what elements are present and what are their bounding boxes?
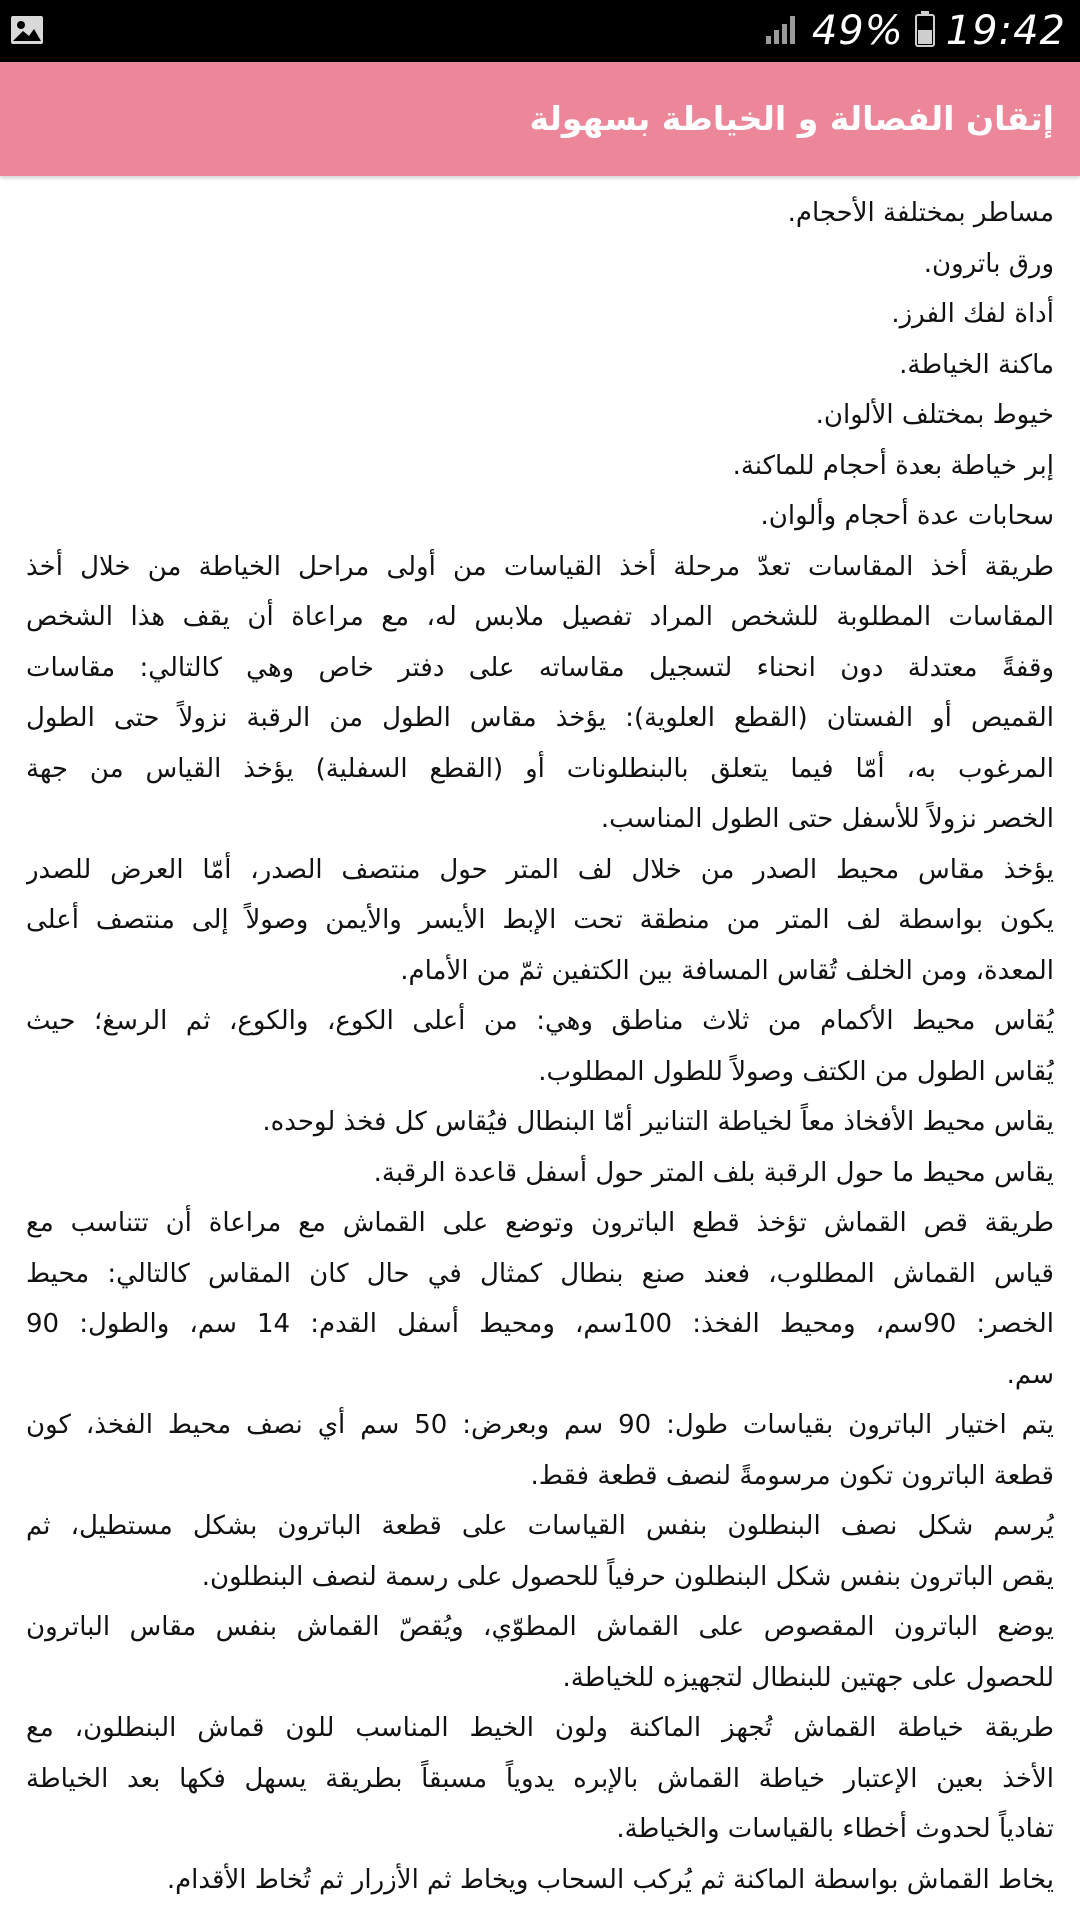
article-line: تفادياً لحدوث أخطاء بالقياسات والخياطة. bbox=[616, 1814, 1054, 1844]
article-line: يُرسم شكل نصف البنطلون بنفس القياسات على قطعة الباترون بشكل مستطيل، ثم bbox=[26, 1511, 1054, 1541]
article-line: المرغوب به، أمّا فيما يتعلق بالبنطلونات أو (القطع السفلية) يؤخذ القياس من جهة bbox=[26, 753, 1054, 784]
article-line: يكون بواسطة لف المتر من منطقة تحت الإبط الأيسر والأيمن وصولاً إلى منتصف أعلى bbox=[26, 905, 1054, 935]
article-line: الخصر نزولاً للأسفل حتى الطول المناسب. bbox=[600, 804, 1054, 834]
article-line: للحصول على جهتين للبنطال لتجهيزه للخياطة. bbox=[562, 1662, 1054, 1693]
article-line: مساطر بمختلفة الأحجام. bbox=[787, 198, 1054, 228]
article-line: القميص أو الفستان (القطع العلوية): يؤخذ مقاس الطول من الرقبة نزولاً حتى الطول bbox=[26, 703, 1054, 733]
article-line: يؤخذ مقاس محيط الصدر من خلال لف المتر حول منتصف الصدر، أمّا العرض للصدر bbox=[26, 854, 1054, 885]
clock: 19:42 bbox=[945, 8, 1066, 54]
article-line: وقفةً معتدلة دون انحناء لتسجيل مقاساته على دفتر خاص وهي كالتالي: مقاسات bbox=[26, 652, 1054, 683]
article-line: أداة لفك الفرز. bbox=[891, 299, 1054, 329]
article-line: يقاس محيط ما حول الرقبة بلف المتر حول أسفل قاعدة الرقبة. bbox=[373, 1157, 1054, 1188]
article-line: قياس القماش المطلوب، فعند صنع بنطال كمثال في حال كان المقاس كالتالي: محيط bbox=[26, 1258, 1054, 1289]
article-line: المعدة، ومن الخلف تُقاس المسافة بين الكتفين ثمّ من الأمام. bbox=[400, 955, 1054, 986]
app-bar bbox=[0, 62, 1080, 176]
status-indicators bbox=[764, 0, 1066, 62]
article-line: يقاس محيط الأفخاذ معاً لخياطة التنانير أمّا البنطال فيُقاس كل فخذ لوحده. bbox=[262, 1107, 1054, 1137]
article-line: المقاسات المطلوبة للشخص المراد تفصيل ملابس له، مع مراعاة أن يقف هذا الشخص bbox=[26, 602, 1054, 632]
article-line: طريقة خياطة القماش تُجهز الماكنة ولون الخيط المناسب للون قماش البنطلون، مع bbox=[26, 1713, 1054, 1743]
article-line: طريقة أخذ المقاسات تعدّ مرحلة أخذ القياسات من أولى مراحل الخياطة من خلال أخذ bbox=[26, 551, 1054, 582]
article-line: الخصر: 90سم، ومحيط الفخذ: 100سم، ومحيط أسفل القدم: 14 سم، والطول: 90 bbox=[26, 1309, 1054, 1339]
article-line: ورق باترون. bbox=[923, 248, 1054, 279]
article-line: ماكنة الخياطة. bbox=[899, 349, 1054, 380]
article-line: يقص الباترون بنفس شكل البنطلون حرفياً للحصول على رسمة لنصف البنطلون. bbox=[201, 1561, 1054, 1592]
signal-icon bbox=[764, 12, 802, 50]
article-line: خيوط بمختلف الألوان. bbox=[815, 400, 1054, 430]
page-title: إتقان الفصالة و الخياطة بسهولة bbox=[529, 99, 1054, 138]
article-line: الأخذ بعين الإعتبار خياطة القماش بالإبره يدوياً مسبقاً بطريقة يسهل فكها بعد الخياطة bbox=[26, 1763, 1054, 1794]
article-line: يتم اختيار الباترون بقياسات طول: 90 سم وبعرض: 50 سم أي نصف محيط الفخذ، كون bbox=[26, 1410, 1054, 1440]
article-line: طريقة قص القماش تؤخذ قطع الباترون وتوضع على القماش مع مراعاة أن تتناسب مع bbox=[26, 1208, 1054, 1238]
article-body[interactable] bbox=[26, 188, 1054, 1914]
article-line: يوضع الباترون المقصوص على القماش المطوّي، ويُقصّ القماش بنفس مقاس الباترون bbox=[26, 1612, 1054, 1642]
article-line: يُقاس الطول من الكتف وصولاً للطول المطلوب. bbox=[538, 1056, 1054, 1087]
article-line: إبر خياطة بعدة أحجام للماكنة. bbox=[732, 450, 1054, 481]
battery-icon bbox=[914, 10, 936, 52]
article-line: يخاط القماش بواسطة الماكنة ثم يُركب السحاب ويخاط ثم الأزرار ثم تُخاط الأقدام. bbox=[166, 1864, 1054, 1895]
status-bar bbox=[0, 0, 1080, 62]
article-line: يُقاس محيط الأكمام من ثلاث مناطق وهي: من أعلى الكوع، والكوع، ثم الرسغ؛ حيث bbox=[26, 1006, 1054, 1036]
article-line: سم. bbox=[1006, 1359, 1054, 1390]
article-line: سحابات عدة أحجام وألوان. bbox=[760, 501, 1054, 531]
gallery-icon bbox=[10, 14, 44, 46]
battery-percent: 49% bbox=[811, 8, 904, 54]
article-line: قطعة الباترون تكون مرسومةً لنصف قطعة فقط. bbox=[530, 1460, 1054, 1491]
